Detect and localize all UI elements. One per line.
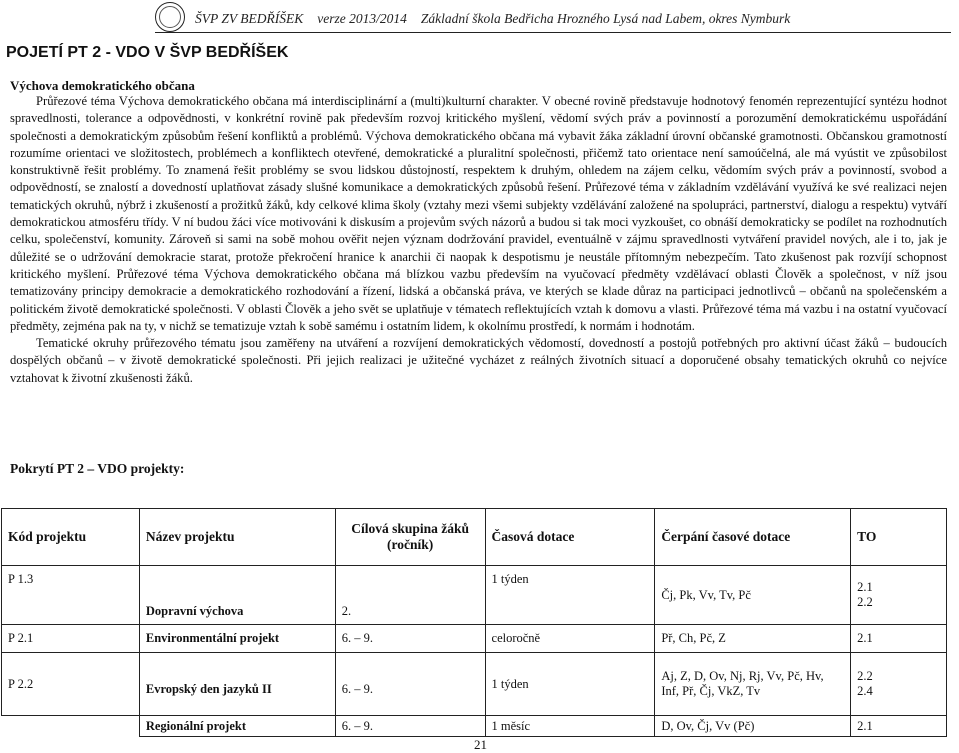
page-title: POJETÍ PT 2 - VDO V ŠVP BEDŘÍŠEK <box>6 44 289 61</box>
cell-name: Environmentální projekt <box>139 625 335 653</box>
table-header-row <box>2 509 947 566</box>
cell-subjects: Čj, Pk, Vv, Tv, Pč <box>655 566 851 625</box>
section-subtitle: Výchova demokratického občana <box>10 78 195 93</box>
cell-subjects: Př, Ch, Pč, Z <box>655 625 851 653</box>
cell-name: Evropský den jazyků II <box>139 653 335 716</box>
cell-to: 2.1 <box>851 625 947 653</box>
cell-code <box>2 716 140 737</box>
cell-grade: 6. – 9. <box>335 653 485 716</box>
cell-to: 2.2 2.4 <box>851 653 947 716</box>
column-header: Cílová skupina žáků (ročník) <box>335 509 485 566</box>
table-row <box>2 566 947 625</box>
projects-table <box>1 508 947 737</box>
cell-name: Dopravní výchova <box>139 566 335 625</box>
column-header: Časová dotace <box>485 509 655 566</box>
header-svp: ŠVP ZV BEDŘÍŠEK <box>195 11 304 26</box>
cell-code: P 2.1 <box>2 625 140 653</box>
column-header: Čerpání časové dotace <box>655 509 851 566</box>
cell-subjects: Aj, Z, D, Ov, Nj, Rj, Vv, Pč, Hv, Inf, Př, Čj, VkZ, Tv <box>655 653 851 716</box>
paragraph: Tematické okruhy průřezového tématu jsou zaměřeny na utváření a rozvíjení demokratických vědomostí, dovedností a postojů potřebných pro aktivní účast žáků – budoucích dospělých občanů – v životě demokratické společnosti. Při jejich realizaci je užitečné vycházet z reálných životních situací a doporučené obsahy tematických okruhů co nejvíce vztahovat k životní zkušenosti žáků. <box>10 336 947 385</box>
body-text <box>10 93 947 387</box>
cell-grade: 2. <box>335 566 485 625</box>
table-row <box>2 653 947 716</box>
cell-subjects: D, Ov, Čj, Vv (Pč) <box>655 716 851 737</box>
table-row <box>2 716 947 737</box>
cell-time: 1 týden <box>485 566 655 625</box>
cell-grade: 6. – 9. <box>335 716 485 737</box>
cell-time: 1 měsíc <box>485 716 655 737</box>
cell-to: 2.1 <box>851 716 947 737</box>
coverage-title: Pokrytí PT 2 – VDO projekty: <box>10 461 185 476</box>
cell-time: 1 týden <box>485 653 655 716</box>
paragraph: Průřezové téma Výchova demokratického občana má interdisciplinární a (multi)kulturní charakter. V obecné rovině představuje hodnotový fenomén reprezentující syntézu hodnot spravedlnosti, tolerance a odpovědnosti, v konkrétní rovině pak především rozvoj kritického myšlení, vědomí svých práv a povinností a porozumění demokratickému uspořádání společnosti a demokratickým způsobům řešení konfliktů a problémů. Výchova demokratického občana má vybavit žáka základní úrovní občanské gramotnosti. Občanskou gramotností rozumíme orientaci ve složitostech, problémech a konfliktech otevřené, demokratické a pluralitní společnosti, přičemž tato orientace není samoúčelná, ale má vyústit ve způsobilost konstruktivně řešit problémy. To znamená řešit problémy se svou lidskou důstojností, respektem k druhým, ohledem na zájem celku, vědomím svých práv a povinností, svobod a odpovědností, se znalostí a dovedností uplatňovat zásady slušné komunikace a demokratických způsobů řešení. Průřezové téma v základním vzdělávání využívá ke své realizaci nejen tematických okruhů, nýbrž i zkušeností a prožitků žáků, kdy celkové klima školy (vztahy mezi všemi subjekty vzdělávání založené na spolupráci, partnerství, dialogu a respektu) vytváří demokratickou atmosféru třídy. V ní budou žáci více motivováni k diskusím a projevům svých názorů a budou si tak moci vyzkoušet, co obnáší demokraticky se podílet na rozhodnutích celku, společenství, komunity. Zároveň si sami na sobě mohou ověřit nejen význam dodržování pravidel, eventuálně v zájmu spravedlnosti vytváření pravidel nových, ale i to, jak je důležité se o udržování demokracie starat, protože překročení hranice k anarchii či naopak k despotismu je neustále přítomným nebezpečím. Tato zkušenost pak rozvíjí schopnost kritického myšlení. Průřezové téma Výchova demokratického občana má blízkou vazbu především na vyučovací předměty vzdělávací oblasti Člověk a společnost, v níž jsou tematizovány principy demokracie a demokratického rozhodování a řízení, lidská a občanská práva, ve kterých se klade důraz na participaci jednotlivců – občanů na společenském a politickém životě demokratické společnosti. V oblasti Člověk a jeho svět se uplatňuje v tématech reflektujících vztah k domovu a vlasti. Průřezové téma má vazbu i na ostatní vyučovací předměty, zejména pak na ty, v nichž se tematizuje vztah k sobě samému i ostatním lidem, k okolnímu prostředí, k normám i hodnotám. <box>10 94 947 333</box>
column-header: Kód projektu <box>2 509 140 566</box>
cell-grade: 6. – 9. <box>335 625 485 653</box>
cell-name: Regionální projekt <box>139 716 335 737</box>
cell-code: P 2.2 <box>2 653 140 716</box>
cell-time: celoročně <box>485 625 655 653</box>
school-logo-icon <box>155 2 185 32</box>
cell-to: 2.1 2.2 <box>851 566 947 625</box>
cell-code: P 1.3 <box>2 566 140 625</box>
column-header: Název projektu <box>139 509 335 566</box>
column-header: TO <box>851 509 947 566</box>
table-row <box>2 625 947 653</box>
page-number: 21 <box>474 737 487 752</box>
page-header <box>155 2 951 33</box>
header-school: Základní škola Bedřicha Hrozného Lysá nad Labem, okres Nymburk <box>420 11 791 26</box>
header-text <box>195 11 790 27</box>
header-version: verze 2013/2014 <box>317 11 407 26</box>
